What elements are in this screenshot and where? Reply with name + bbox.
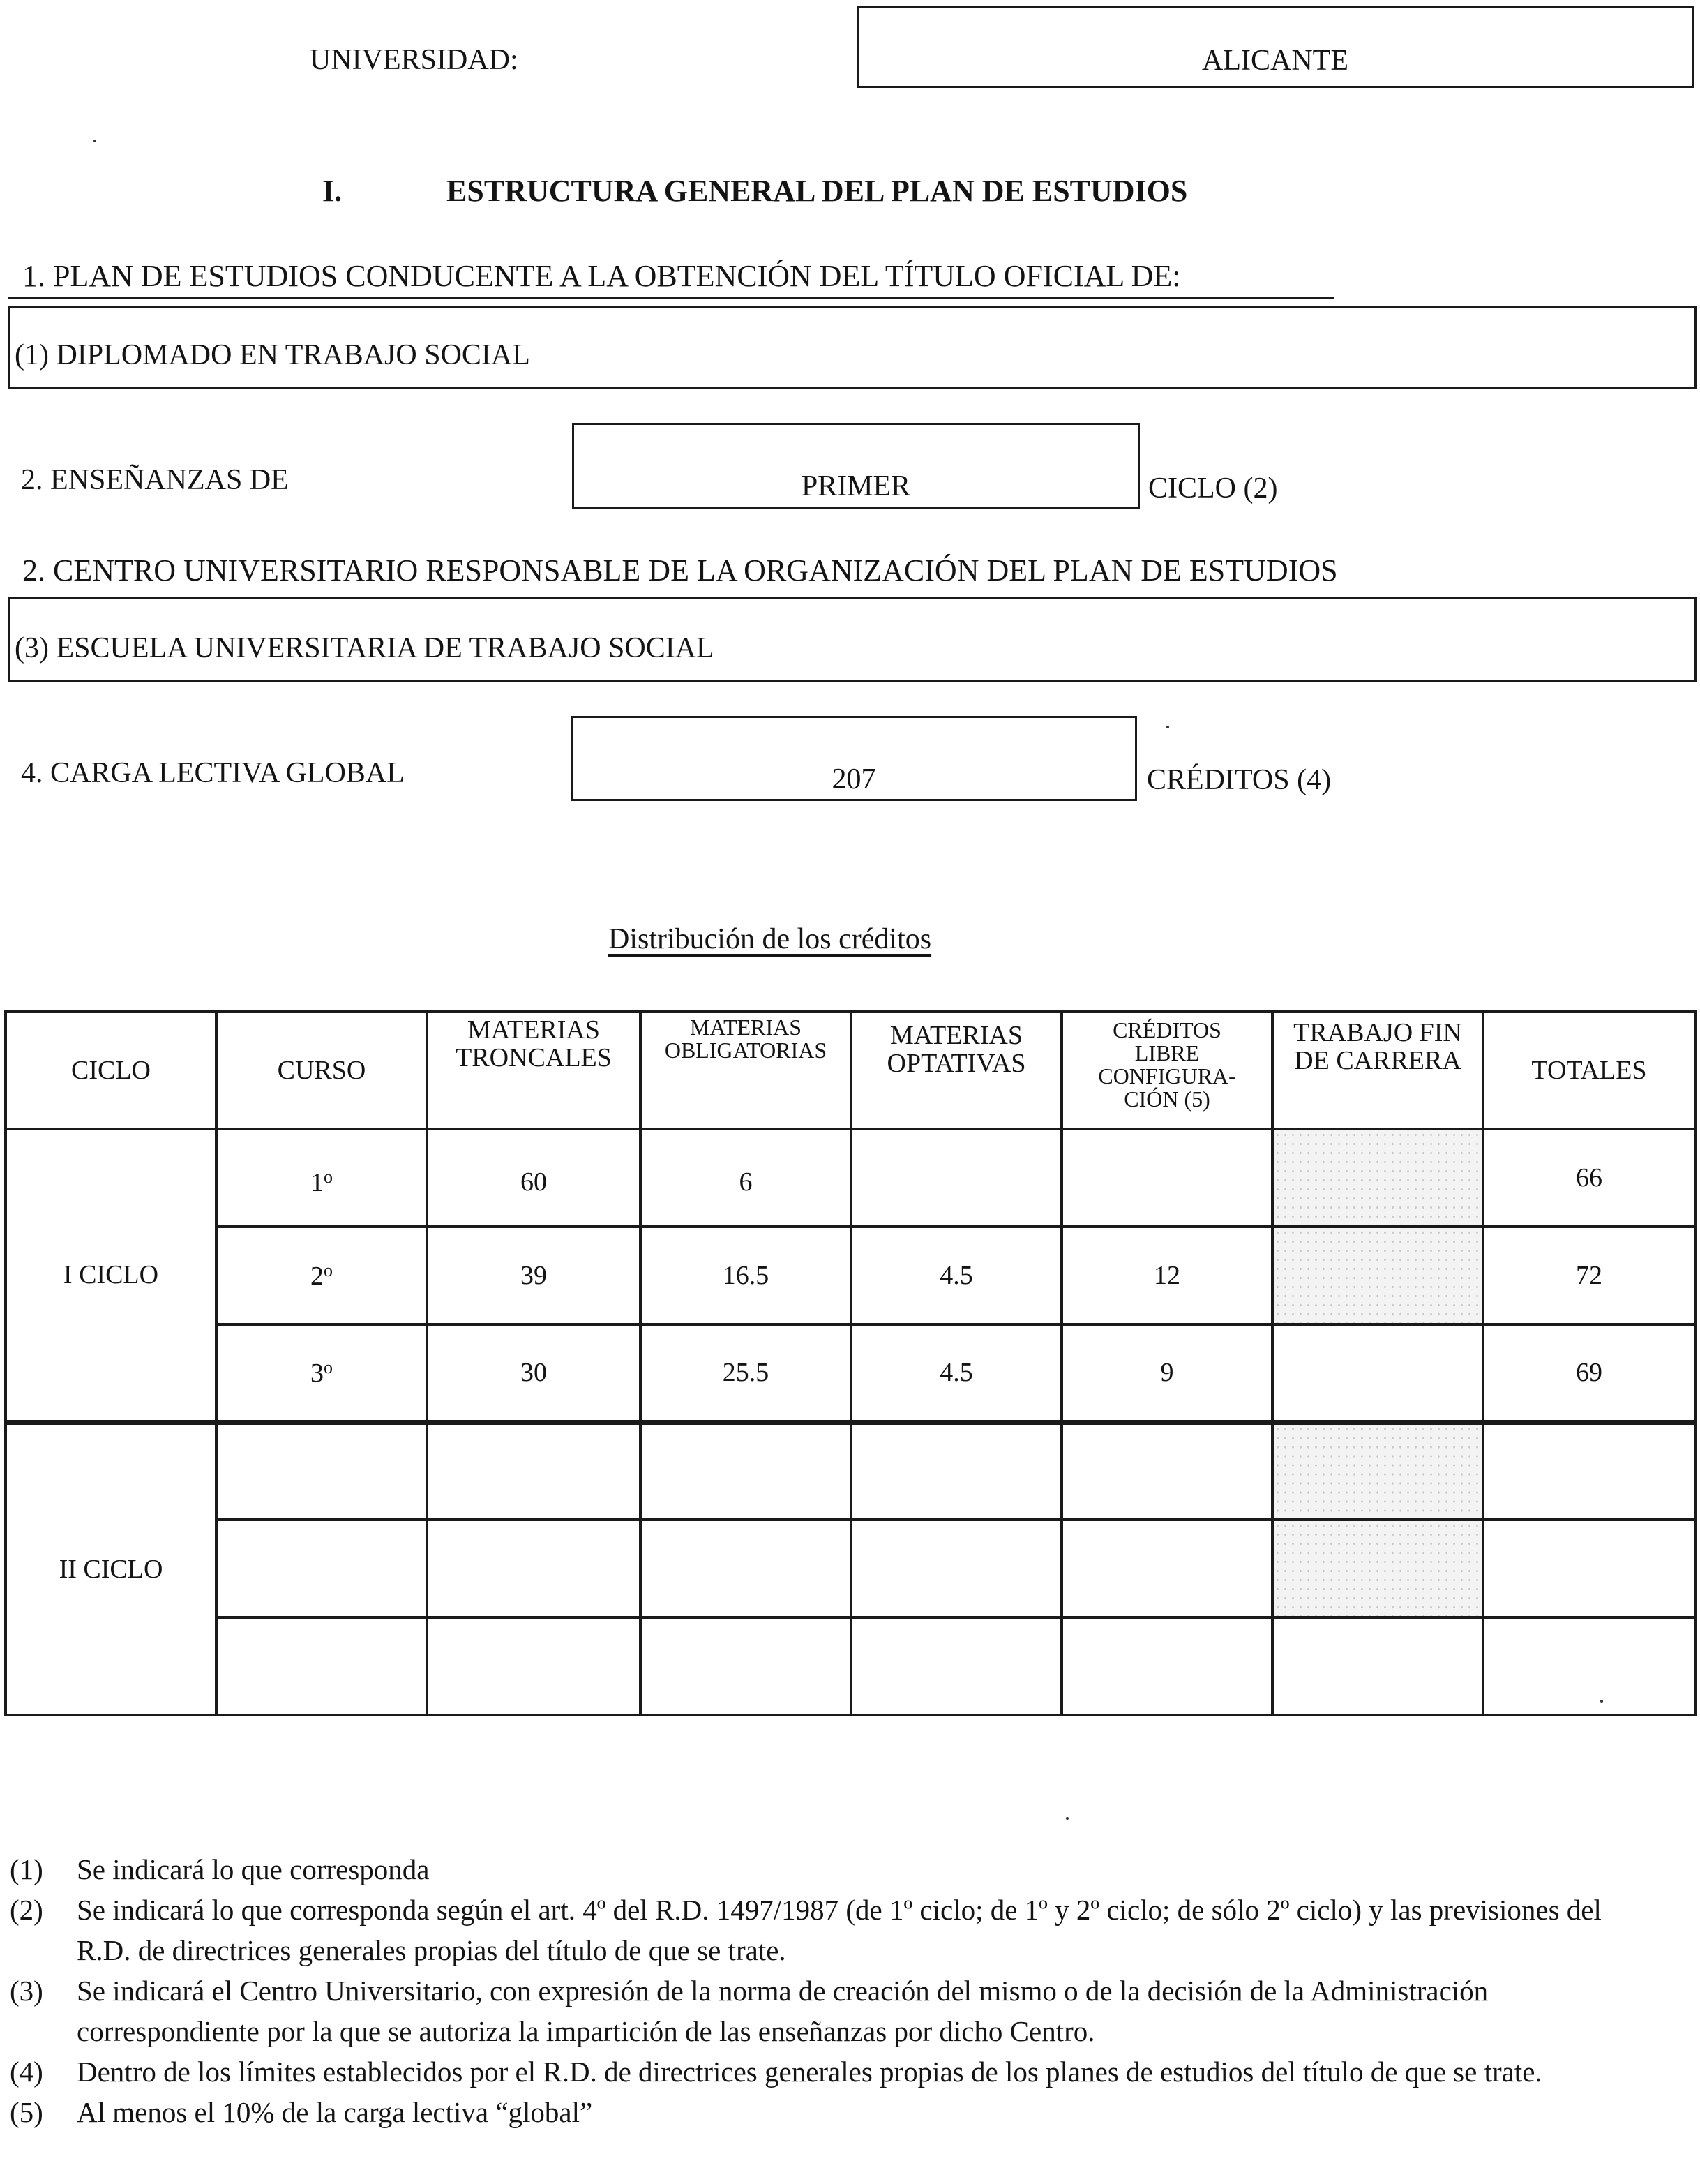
title-heading: 1. PLAN DE ESTUDIOS CONDUCENTE A LA OBTENCIÓN DEL TÍTULO OFICIAL DE: xyxy=(22,259,1181,293)
distribution-caption: Distribución de los créditos xyxy=(608,923,932,955)
totales-cell xyxy=(1483,1520,1695,1617)
table-row xyxy=(6,1324,1695,1422)
load-field xyxy=(571,716,1137,801)
troncales-cell: 39 xyxy=(427,1227,640,1324)
header-trabajo-fin-carrera: TRABAJO FIN DE CARRERA xyxy=(1272,1012,1483,1129)
footnote: (1) Se indicará lo que corresponda xyxy=(10,1853,430,1885)
table-row xyxy=(6,1520,1695,1617)
footnote: (2) Se indicará lo que corresponda según el art. 4º del R.D. 1497/1987 (de 1º ciclo; de 1º y 2º ciclo; de sólo 2º ciclo) y las previsiones del R.D. de directrices generales propias del título de que se trate. xyxy=(10,1894,1602,1966)
libre-cell xyxy=(1062,1422,1272,1520)
title-field xyxy=(8,306,1697,389)
troncales-cell xyxy=(427,1422,640,1520)
header-troncales: MATERIAS TRONCALES xyxy=(427,1012,640,1129)
troncales-cell xyxy=(427,1617,640,1715)
center-heading: 2. CENTRO UNIVERSITARIO RESPONSABLE DE LA ORGANIZACIÓN DEL PLAN DE ESTUDIOS xyxy=(22,553,1338,588)
header-ciclo: CICLO xyxy=(6,1012,216,1129)
center-field xyxy=(8,597,1697,682)
obligatorias-cell: 25.5 xyxy=(640,1324,851,1422)
cycle-label-ii: II CICLO xyxy=(6,1422,216,1715)
totales-cell: 69 xyxy=(1483,1324,1695,1422)
table-row xyxy=(6,1422,1695,1520)
trabajo-cell xyxy=(1272,1617,1483,1715)
footnote: (3) Se indicará el Centro Universitario, con expresión de la norma de creación del mismo o de la decisión de la Administración correspondiente por la que se autoriza la impartición de las enseñanzas por dicho Centro. xyxy=(10,1975,1489,2047)
trabajo-cell xyxy=(1272,1520,1483,1617)
university-field xyxy=(857,6,1694,88)
obligatorias-cell xyxy=(640,1422,851,1520)
optativas-cell xyxy=(851,1422,1062,1520)
scan-speck xyxy=(93,140,96,142)
optativas-cell: 4.5 xyxy=(851,1324,1062,1422)
footnote: (5) Al menos el 10% de la carga lectiva “global” xyxy=(10,2096,593,2128)
optativas-cell xyxy=(851,1129,1062,1227)
cycle-label-i: I CICLO xyxy=(6,1129,216,1422)
curso-cell xyxy=(216,1617,427,1715)
center-value: (3) ESCUELA UNIVERSITARIA DE TRABAJO SOCIAL xyxy=(15,632,714,664)
teaching-suffix: CICLO (2) xyxy=(1148,472,1278,504)
totales-cell: 72 xyxy=(1483,1227,1695,1324)
table-row xyxy=(6,1617,1695,1715)
header-optativas: MATERIAS OPTATIVAS xyxy=(851,1012,1062,1129)
trabajo-cell xyxy=(1272,1227,1483,1324)
teaching-label: 2. ENSEÑANZAS DE xyxy=(21,464,289,496)
section-number: I. xyxy=(322,174,343,208)
curso-cell xyxy=(216,1422,427,1520)
header-curso: CURSO xyxy=(216,1012,427,1129)
obligatorias-cell: 6 xyxy=(640,1129,851,1227)
footnotes xyxy=(10,1849,1684,2132)
title-value: (1) DIPLOMADO EN TRABAJO SOCIAL xyxy=(15,339,530,371)
footnote: (4) Dentro de los límites establecidos por el R.D. de directrices generales propias de los planes de estudios del título de que se trate. xyxy=(10,2056,1542,2088)
obligatorias-cell xyxy=(640,1617,851,1715)
table-row xyxy=(6,1129,1695,1227)
totales-cell xyxy=(1483,1422,1695,1520)
teaching-value: PRIMER xyxy=(801,470,911,502)
libre-cell: 9 xyxy=(1062,1324,1272,1422)
optativas-cell xyxy=(851,1520,1062,1617)
university-label: UNIVERSIDAD: xyxy=(310,44,518,76)
totales-cell xyxy=(1483,1617,1695,1715)
load-suffix: CRÉDITOS (4) xyxy=(1147,764,1332,796)
header-libre-configuracion: CRÉDITOS LIBRE CONFIGURA- CIÓN (5) xyxy=(1062,1012,1272,1129)
scan-speck xyxy=(1600,1700,1603,1703)
header-obligatorias: MATERIAS OBLIGATORIAS xyxy=(640,1012,851,1129)
load-value: 207 xyxy=(832,763,876,795)
scan-speck xyxy=(1066,1817,1069,1820)
curso-cell: 1$^o$ xyxy=(216,1129,427,1227)
scan-speck xyxy=(1166,726,1169,728)
table-row xyxy=(6,1227,1695,1324)
title-underline xyxy=(8,297,1334,299)
troncales-cell: 30 xyxy=(427,1324,640,1422)
troncales-cell: 60 xyxy=(427,1129,640,1227)
credits-table xyxy=(4,1010,1697,1716)
libre-cell xyxy=(1062,1617,1272,1715)
obligatorias-cell xyxy=(640,1520,851,1617)
libre-cell xyxy=(1062,1520,1272,1617)
section-title: ESTRUCTURA GENERAL DEL PLAN DE ESTUDIOS xyxy=(446,174,1188,208)
trabajo-cell xyxy=(1272,1129,1483,1227)
libre-cell xyxy=(1062,1129,1272,1227)
curso-cell: 2$^o$ xyxy=(216,1227,427,1324)
trabajo-cell xyxy=(1272,1422,1483,1520)
optativas-cell: 4.5 xyxy=(851,1227,1062,1324)
optativas-cell xyxy=(851,1617,1062,1715)
curso-cell xyxy=(216,1520,427,1617)
header-totales: TOTALES xyxy=(1483,1012,1695,1129)
totales-cell: 66 xyxy=(1483,1129,1695,1227)
obligatorias-cell: 16.5 xyxy=(640,1227,851,1324)
university-value: ALICANTE xyxy=(1202,45,1348,77)
curso-cell: 3$^o$ xyxy=(216,1324,427,1422)
load-label: 4. CARGA LECTIVA GLOBAL xyxy=(21,757,405,789)
trabajo-cell xyxy=(1272,1324,1483,1422)
troncales-cell xyxy=(427,1520,640,1617)
table-header-row xyxy=(6,1012,1695,1129)
teaching-field xyxy=(572,423,1140,509)
libre-cell: 12 xyxy=(1062,1227,1272,1324)
